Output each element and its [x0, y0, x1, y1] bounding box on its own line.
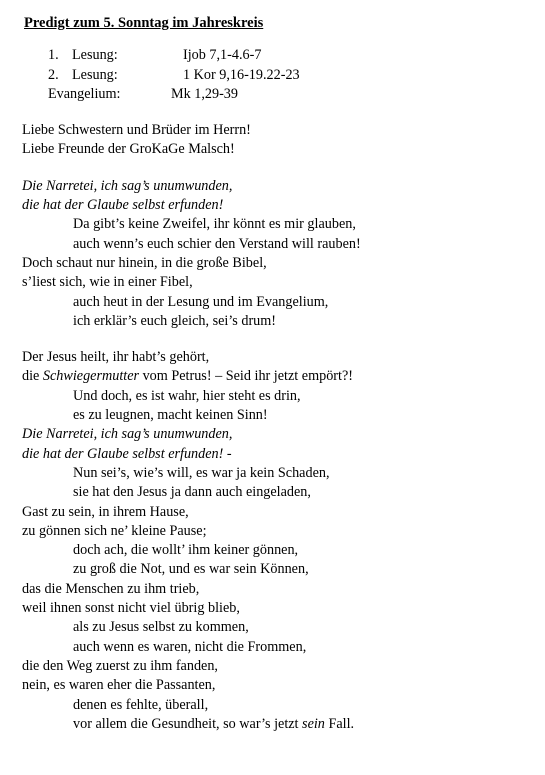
refrain-line: Die Narretei, ich sag’s unumwunden,: [22, 177, 233, 194]
verse-line: als zu Jesus selbst zu kommen,: [73, 619, 249, 636]
verse-line: auch wenn es waren, nicht die Frommen,: [73, 638, 307, 655]
verse-line: Gast zu sein, in ihrem Hause,: [22, 503, 189, 520]
verse-line: das die Menschen zu ihm trieb,: [22, 580, 200, 597]
verse-line: zu groß die Not, und es war sein Können,: [73, 561, 309, 578]
reading-reference: 1 Kor 9,16-19.22-23: [183, 66, 300, 83]
verse-line: zu gönnen sich ne’ kleine Pause;: [22, 522, 207, 539]
reading-reference: Mk 1,29-39: [171, 85, 238, 102]
refrain-line: die hat der Glaube selbst erfunden! -: [22, 445, 232, 462]
stanza-1: [22, 177, 533, 331]
refrain-line: die hat der Glaube selbst erfunden!: [22, 197, 224, 214]
verse-line: nein, es waren eher die Passanten,: [22, 677, 216, 694]
greeting-line: Liebe Freunde der GroKaGe Malsch!: [22, 141, 235, 158]
reading-number: 1.: [48, 47, 59, 64]
refrain-line: Die Narretei, ich sag’s unumwunden,: [22, 426, 233, 443]
verse-line: doch ach, die wollt’ ihm keiner gönnen,: [73, 542, 299, 559]
reading-item: [48, 85, 533, 104]
verse-line: [22, 367, 533, 386]
verse-line: Und doch, es ist wahr, hier steht es drin,: [73, 387, 301, 404]
verse-text: Fall.: [324, 715, 355, 732]
reading-label: Lesung:: [72, 66, 118, 83]
verse-line: Der Jesus heilt, ihr habt’s gehört,: [22, 349, 210, 366]
stanza-2: [22, 348, 533, 734]
reading-label: Evangelium:: [48, 85, 121, 102]
verse-text: die: [22, 368, 43, 385]
verse-line: Nun sei’s, wie’s will, es war ja kein Schaden,: [73, 464, 330, 481]
reading-item: [48, 46, 533, 65]
verse-line: [22, 715, 533, 734]
verse-line: die den Weg zuerst zu ihm fanden,: [22, 657, 218, 674]
verse-text: vom Petrus! – Seid ihr jetzt empört?!: [139, 368, 353, 385]
greeting-line: Liebe Schwestern und Brüder im Herrn!: [22, 122, 251, 139]
verse-line: weil ihnen sonst nicht viel übrig blieb,: [22, 600, 240, 617]
reading-number: 2.: [48, 66, 59, 83]
page-title: Predigt zum 5. Sonntag im Jahreskreis: [24, 15, 264, 31]
verse-line: denen es fehlte, überall,: [73, 696, 209, 713]
verse-line: Da gibt’s keine Zweifel, ihr könnt es mir glauben,: [73, 216, 356, 233]
reading-item: [48, 66, 533, 85]
greeting: [22, 121, 533, 160]
verse-line: Doch schaut nur hinein, in die große Bibel,: [22, 254, 267, 271]
verse-text: vor allem die Gesundheit, so war’s jetzt: [73, 715, 303, 732]
reading-reference: Ijob 7,1-4.6-7: [183, 47, 262, 64]
emphasis-text: sein: [302, 715, 325, 732]
verse-line: ich erklär’s euch gleich, sei’s drum!: [73, 312, 277, 329]
reading-label: Lesung:: [72, 47, 118, 64]
verse-line: auch wenn’s euch schier den Verstand will rauben!: [73, 235, 361, 252]
readings-list: [48, 46, 533, 104]
emphasis-text: Schwiegermutter: [42, 368, 140, 385]
verse-line: sie hat den Jesus ja dann auch eingeladen,: [73, 484, 311, 501]
verse-line: auch heut in der Lesung und im Evangelium,: [73, 293, 329, 310]
verse-line: es zu leugnen, macht keinen Sinn!: [73, 407, 268, 424]
verse-line: s’liest sich, wie in einer Fibel,: [22, 274, 193, 291]
